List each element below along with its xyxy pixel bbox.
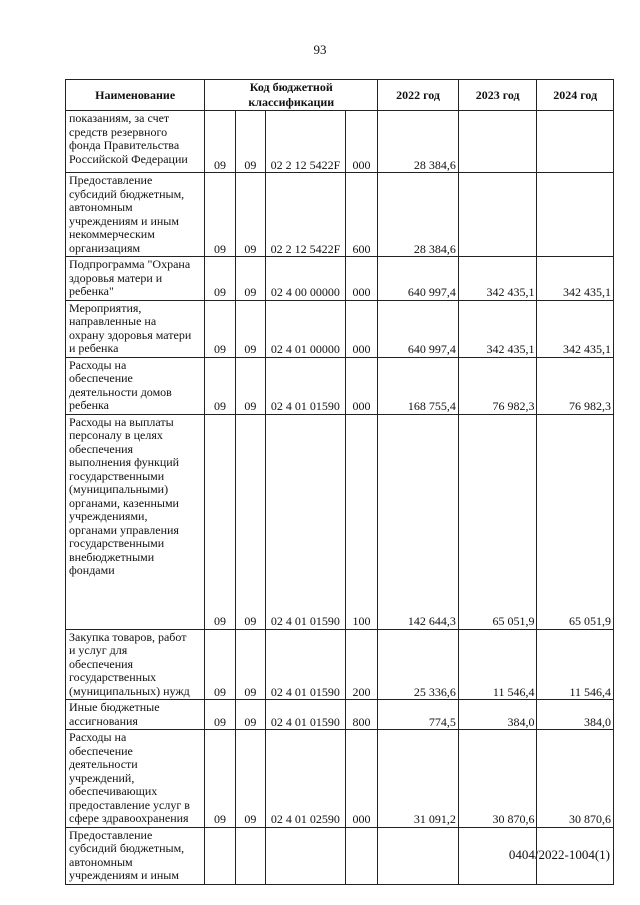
section-code-cell: 09 [205,700,235,730]
table-row [66,629,614,700]
subsection-code-cell: 09 [235,357,265,414]
value-2022-cell: 25 336,6 [378,629,459,700]
header-2023: 2023 год [458,80,537,111]
value-2022-cell: 168 755,4 [378,357,459,414]
budget-table [65,79,614,885]
row-name-cell: Закупка товаров, работ и услуг для обеспечения государственных (муниципальных) нужд [66,629,205,700]
section-code-cell: 09 [205,300,235,357]
table-row [66,357,614,414]
expense-type-cell: 100 [345,414,377,629]
value-2024-cell: 30 870,6 [537,730,614,828]
header-2024: 2024 год [537,80,614,111]
section-code-cell: 09 [205,730,235,828]
target-article-cell: 02 4 00 00000 [266,257,346,301]
section-code-cell [205,827,235,884]
table-row [66,111,614,173]
value-2023-cell [458,173,537,257]
subsection-code-cell: 09 [235,300,265,357]
target-article-cell: 02 2 12 5422F [266,111,346,173]
value-2022-cell: 640 997,4 [378,300,459,357]
subsection-code-cell: 09 [235,730,265,828]
table-body [66,111,614,885]
value-2024-cell: 76 982,3 [537,357,614,414]
section-code-cell: 09 [205,414,235,629]
value-2024-cell: 342 435,1 [537,300,614,357]
value-2023-cell [458,111,537,173]
subsection-code-cell: 09 [235,173,265,257]
page-number: 93 [313,42,327,57]
value-2023-cell: 76 982,3 [458,357,537,414]
value-2023-cell: 11 546,4 [458,629,537,700]
value-2022-cell: 31 091,2 [378,730,459,828]
table-row [66,300,614,357]
row-name-cell: Иные бюджетные ассигнования [66,700,205,730]
header-name: Наименование [66,80,205,111]
value-2023-cell: 342 435,1 [458,257,537,301]
value-2024-cell: 384,0 [537,700,614,730]
table-header-row [66,80,614,111]
expense-type-cell: 000 [345,257,377,301]
value-2022-cell: 28 384,6 [378,173,459,257]
table-row [66,173,614,257]
value-2022-cell: 28 384,6 [378,111,459,173]
target-article-cell: 02 2 12 5422F [266,173,346,257]
target-article-cell: 02 4 01 02590 [266,730,346,828]
expense-type-cell: 000 [345,730,377,828]
value-2023-cell: 65 051,9 [458,414,537,629]
subsection-code-cell: 09 [235,111,265,173]
table-row [66,414,614,629]
footer-code: 0404/2022-1004(1) [508,847,610,862]
value-2024-cell [537,173,614,257]
value-2023-cell: 30 870,6 [458,730,537,828]
value-2022-cell: 774,5 [378,700,459,730]
value-2023-cell: 342 435,1 [458,300,537,357]
target-article-cell: 02 4 01 01590 [266,629,346,700]
section-code-cell: 09 [205,111,235,173]
value-2024-cell: 11 546,4 [537,629,614,700]
row-name-cell: показаниям, за счет средств резервного фонда Правительства Российской Федерации [66,111,205,173]
row-name-cell: Расходы на выплаты персоналу в целях обеспечения выполнения функций государственными (муниципальными) органами, казенными учреждениями, органами управления государственными внебюджетными фондами [66,414,205,629]
value-2022-cell: 142 644,3 [378,414,459,629]
section-code-cell: 09 [205,357,235,414]
expense-type-cell: 000 [345,111,377,173]
section-code-cell: 09 [205,173,235,257]
table-row [66,730,614,828]
table-row [66,700,614,730]
value-2024-cell: 342 435,1 [537,257,614,301]
subsection-code-cell: 09 [235,414,265,629]
value-2023-cell: 384,0 [458,700,537,730]
expense-type-cell: 600 [345,173,377,257]
value-2022-cell [378,827,459,884]
target-article-cell: 02 4 01 01590 [266,357,346,414]
row-name-cell: Предоставление субсидий бюджетным, автономным учреждениям и иным [66,827,205,884]
section-code-cell: 09 [205,629,235,700]
expense-type-cell: 800 [345,700,377,730]
row-name-cell: Подпрограмма "Охрана здоровья матери и ребенка" [66,257,205,301]
value-2022-cell: 640 997,4 [378,257,459,301]
target-article-cell: 02 4 01 00000 [266,300,346,357]
subsection-code-cell: 09 [235,629,265,700]
subsection-code-cell: 09 [235,700,265,730]
table-row [66,257,614,301]
subsection-code-cell [235,827,265,884]
header-code: Код бюджетной классификации [205,80,378,111]
target-article-cell: 02 4 01 01590 [266,700,346,730]
header-2022: 2022 год [378,80,459,111]
value-2024-cell [537,111,614,173]
target-article-cell [266,827,346,884]
row-name-cell: Мероприятия, направленные на охрану здоровья матери и ребенка [66,300,205,357]
section-code-cell: 09 [205,257,235,301]
subsection-code-cell: 09 [235,257,265,301]
row-name-cell: Расходы на обеспечение деятельности учреждений, обеспечивающих предоставление услуг в сфере здравоохранения [66,730,205,828]
row-name-cell: Предоставление субсидий бюджетным, автономным учреждениям и иным некоммерческим организациям [66,173,205,257]
expense-type-cell: 000 [345,357,377,414]
target-article-cell: 02 4 01 01590 [266,414,346,629]
expense-type-cell [345,827,377,884]
row-name-cell: Расходы на обеспечение деятельности домов ребенка [66,357,205,414]
value-2024-cell: 65 051,9 [537,414,614,629]
expense-type-cell: 200 [345,629,377,700]
expense-type-cell: 000 [345,300,377,357]
